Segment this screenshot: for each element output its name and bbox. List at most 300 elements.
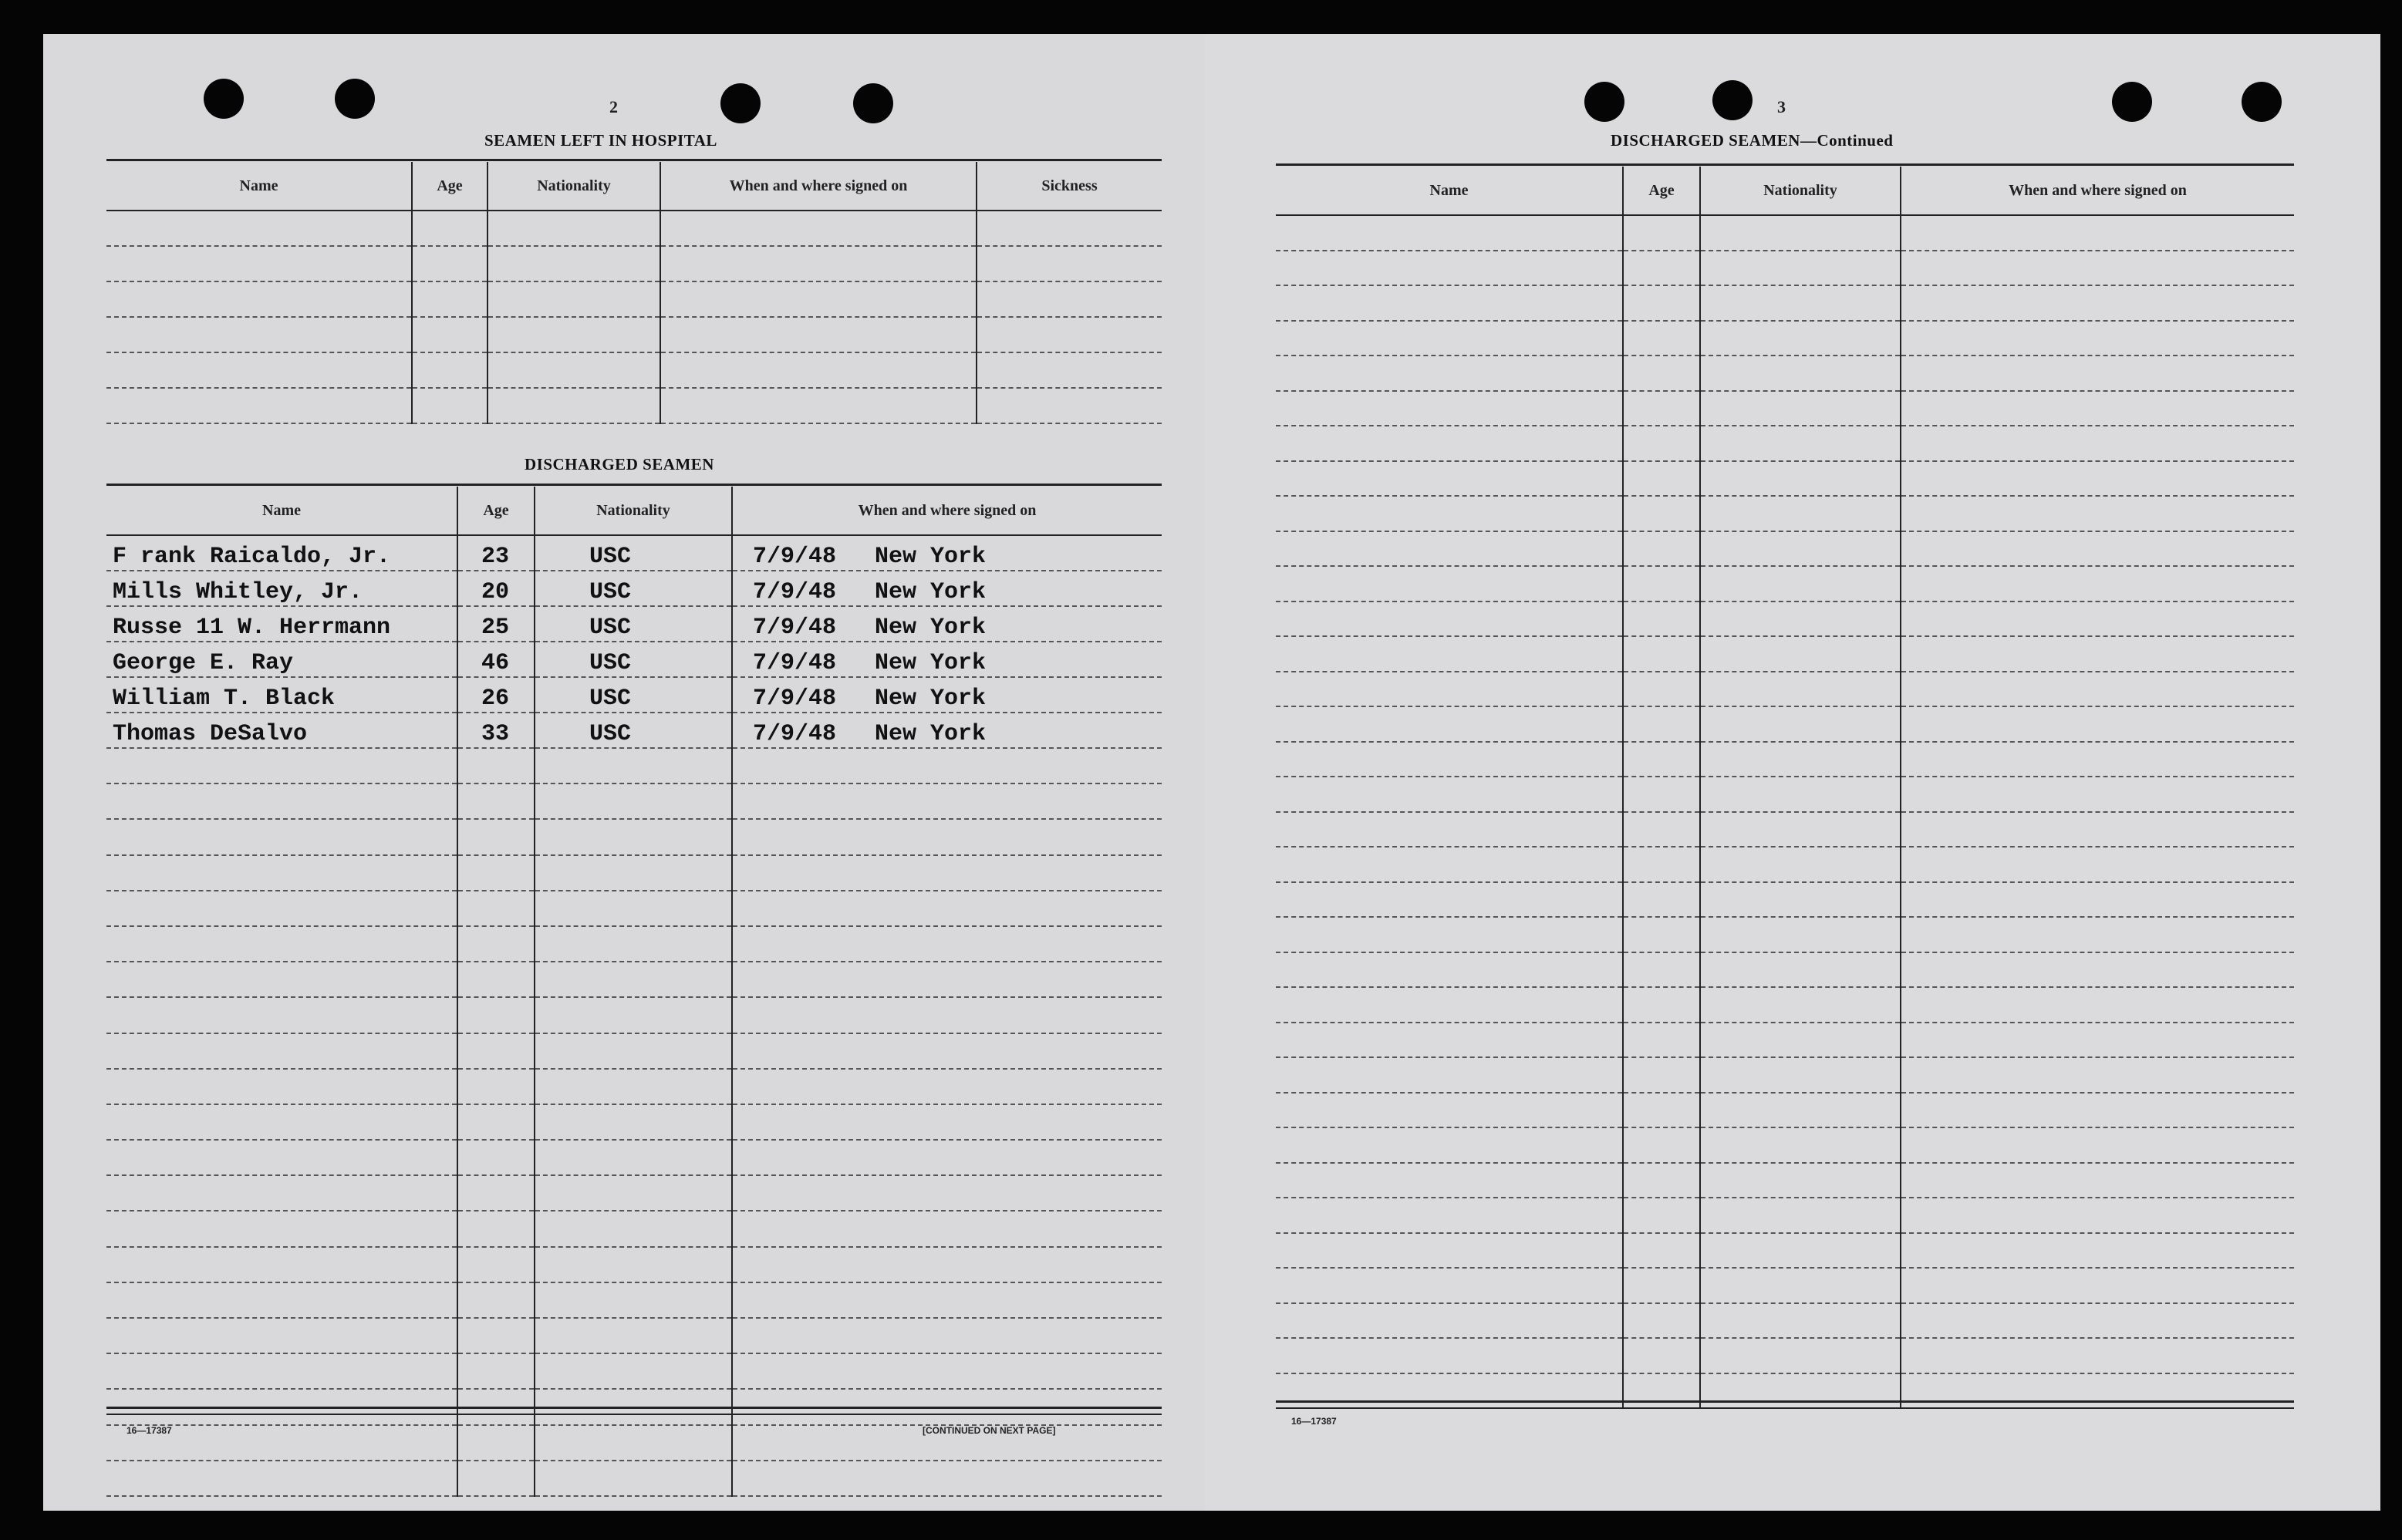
table-cell xyxy=(487,246,660,281)
table-cell xyxy=(1623,566,1700,602)
seaman-age: 33 xyxy=(457,713,535,748)
table-cell xyxy=(1901,426,2294,461)
table-cell xyxy=(106,962,457,997)
table-cell xyxy=(457,1140,535,1175)
table-cell xyxy=(1623,672,1700,707)
signed-on-date xyxy=(732,713,1162,748)
table-cell xyxy=(732,748,1162,783)
table-cell xyxy=(457,1318,535,1353)
table-row xyxy=(106,571,1162,606)
table-cell xyxy=(732,1140,1162,1175)
table-cell xyxy=(1623,461,1700,497)
table-row xyxy=(106,962,1162,997)
table-cell xyxy=(535,1461,732,1496)
table-cell xyxy=(106,783,457,819)
table-cell xyxy=(1276,391,1623,426)
table-cell xyxy=(1623,952,1700,988)
signed-on-date xyxy=(732,606,1162,642)
table-cell xyxy=(106,211,412,246)
table-row xyxy=(1276,882,2294,918)
table-cell xyxy=(457,1033,535,1069)
table-row xyxy=(1276,1023,2294,1058)
table-cell xyxy=(732,1461,1162,1496)
table-cell xyxy=(535,997,732,1033)
table-cell xyxy=(1623,1093,1700,1128)
table-cell xyxy=(1623,1233,1700,1269)
table-cell xyxy=(732,926,1162,962)
table-cell xyxy=(106,1140,457,1175)
discharged-section-title: DISCHARGED SEAMEN xyxy=(525,455,714,473)
table-cell xyxy=(1276,847,1623,882)
table-cell xyxy=(106,926,457,962)
col-header-age: Age xyxy=(1623,167,1700,215)
punch-hole xyxy=(1712,80,1753,120)
seaman-age: 46 xyxy=(457,642,535,677)
table-cell xyxy=(457,1282,535,1318)
col-header-nationality: Nationality xyxy=(1700,167,1901,215)
punch-hole xyxy=(1584,82,1624,122)
table-cell xyxy=(1700,812,1901,848)
table-cell xyxy=(660,281,977,317)
signed-on-place: New York xyxy=(875,615,987,641)
table-cell xyxy=(1901,706,2294,742)
table-row xyxy=(106,1104,1162,1140)
table-cell xyxy=(535,891,732,926)
seaman-nationality: USC xyxy=(535,642,732,677)
table-row xyxy=(1276,285,2294,321)
col-header-nationality: Nationality xyxy=(535,487,732,535)
signed-on-date: 7/9/48 xyxy=(753,721,837,747)
table-cell xyxy=(1623,917,1700,952)
table-cell xyxy=(1623,1127,1700,1163)
table-cell xyxy=(660,211,977,246)
page-number: 2 xyxy=(609,97,618,116)
table-row xyxy=(1276,321,2294,356)
table-row xyxy=(106,642,1162,677)
table-cell xyxy=(1276,566,1623,602)
signed-on-date xyxy=(732,571,1162,606)
table-row xyxy=(1276,1163,2294,1198)
table-cell xyxy=(1623,1338,1700,1373)
table-cell xyxy=(106,1104,457,1140)
table-cell xyxy=(732,783,1162,819)
table-cell xyxy=(732,1175,1162,1211)
bottom-rule xyxy=(1276,1400,2294,1409)
signed-on-date: 7/9/48 xyxy=(753,615,837,641)
table-cell xyxy=(1901,882,2294,918)
seaman-name: Russe 11 W. Herrmann xyxy=(106,606,457,642)
table-cell xyxy=(457,926,535,962)
table-row xyxy=(1276,356,2294,391)
table-cell xyxy=(1276,952,1623,988)
table-cell xyxy=(1901,496,2294,531)
table-cell xyxy=(1700,496,1901,531)
table-cell xyxy=(457,891,535,926)
table-cell xyxy=(1700,636,1901,672)
table-cell xyxy=(1700,1163,1901,1198)
table-cell xyxy=(412,281,487,317)
table-cell xyxy=(457,1461,535,1496)
table-cell xyxy=(1276,672,1623,707)
table-cell xyxy=(1276,987,1623,1023)
signed-on-date: 7/9/48 xyxy=(753,686,837,712)
table-cell xyxy=(106,1175,457,1211)
table-cell xyxy=(1901,285,2294,321)
table-cell xyxy=(977,246,1162,281)
table-cell xyxy=(487,352,660,388)
table-cell xyxy=(1276,426,1623,461)
table-cell xyxy=(1276,496,1623,531)
table-cell xyxy=(732,891,1162,926)
table-cell xyxy=(1901,812,2294,848)
table-row xyxy=(1276,1338,2294,1373)
table-cell xyxy=(106,352,412,388)
table-row xyxy=(1276,1057,2294,1093)
table-cell xyxy=(535,783,732,819)
table-cell xyxy=(1623,251,1700,286)
table-cell xyxy=(106,819,457,854)
table-cell xyxy=(412,317,487,352)
form-number: 16—17387 xyxy=(127,1425,172,1436)
table-row xyxy=(1276,251,2294,286)
table-row xyxy=(1276,531,2294,567)
table-cell xyxy=(1276,1057,1623,1093)
table-row xyxy=(1276,847,2294,882)
table-cell xyxy=(535,1104,732,1140)
table-row xyxy=(106,819,1162,854)
col-header-name: Name xyxy=(1276,167,1623,215)
table-cell xyxy=(1700,566,1901,602)
table-cell xyxy=(535,962,732,997)
table-cell xyxy=(1901,847,2294,882)
continued-note: [CONTINUED ON NEXT PAGE] xyxy=(923,1425,1056,1436)
table-cell xyxy=(106,388,412,423)
table-cell xyxy=(412,211,487,246)
table-cell xyxy=(1276,1338,1623,1373)
table-cell xyxy=(977,281,1162,317)
table-cell xyxy=(1276,1303,1623,1339)
table-cell xyxy=(1700,1233,1901,1269)
table-cell xyxy=(732,997,1162,1033)
seaman-name: William T. Black xyxy=(106,677,457,713)
table-cell xyxy=(535,1425,732,1461)
seaman-nationality: USC xyxy=(535,677,732,713)
table-cell xyxy=(106,891,457,926)
seaman-name: F rank Raicaldo, Jr. xyxy=(106,535,457,571)
seaman-nationality: USC xyxy=(535,571,732,606)
table-cell xyxy=(1700,987,1901,1023)
table-row xyxy=(106,1282,1162,1318)
table-cell xyxy=(487,317,660,352)
table-cell xyxy=(106,1247,457,1282)
table-cell xyxy=(1901,777,2294,812)
table-cell xyxy=(1623,1198,1700,1233)
seaman-nationality: USC xyxy=(535,713,732,748)
table-cell xyxy=(1901,251,2294,286)
table-cell xyxy=(457,1175,535,1211)
table-row xyxy=(1276,1093,2294,1128)
table-cell xyxy=(457,1425,535,1461)
table-row xyxy=(106,1140,1162,1175)
table-cell xyxy=(732,962,1162,997)
table-row xyxy=(1276,1127,2294,1163)
table-row xyxy=(106,926,1162,962)
table-cell xyxy=(1700,215,1901,251)
table-cell xyxy=(487,211,660,246)
col-header-age: Age xyxy=(412,162,487,211)
seaman-age: 25 xyxy=(457,606,535,642)
table-cell xyxy=(1700,882,1901,918)
signed-on-date: 7/9/48 xyxy=(753,579,837,605)
table-cell xyxy=(1276,742,1623,777)
table-cell xyxy=(457,748,535,783)
table-cell xyxy=(106,281,412,317)
table-cell xyxy=(1901,1093,2294,1128)
table-cell xyxy=(1276,777,1623,812)
table-cell xyxy=(1276,531,1623,567)
table-cell xyxy=(457,997,535,1033)
table-cell xyxy=(106,246,412,281)
discharged-table xyxy=(106,487,1162,1497)
signed-on-date: 7/9/48 xyxy=(753,544,837,570)
table-cell xyxy=(457,1353,535,1389)
table-cell xyxy=(106,1461,457,1496)
table-cell xyxy=(732,1069,1162,1104)
top-rule xyxy=(1276,163,2294,166)
table-cell xyxy=(1700,1338,1901,1373)
table-row xyxy=(1276,742,2294,777)
table-row xyxy=(106,246,1162,281)
table-row xyxy=(1276,461,2294,497)
table-row xyxy=(1276,1303,2294,1339)
bottom-rule xyxy=(106,1407,1162,1415)
table-cell xyxy=(1276,1163,1623,1198)
table-cell xyxy=(1276,356,1623,391)
table-cell xyxy=(1276,706,1623,742)
table-cell xyxy=(1623,1303,1700,1339)
table-cell xyxy=(1623,285,1700,321)
table-cell xyxy=(1901,566,2294,602)
signed-on-date xyxy=(732,535,1162,571)
table-cell xyxy=(1623,742,1700,777)
table-row xyxy=(106,606,1162,642)
table-cell xyxy=(1901,531,2294,567)
signed-on-place: New York xyxy=(875,544,987,570)
table-cell xyxy=(535,1318,732,1353)
table-cell xyxy=(1276,602,1623,637)
table-cell xyxy=(732,1104,1162,1140)
table-cell xyxy=(1623,882,1700,918)
table-row xyxy=(1276,566,2294,602)
table-cell xyxy=(732,855,1162,891)
table-cell xyxy=(1700,321,1901,356)
table-cell xyxy=(732,1033,1162,1069)
table-cell xyxy=(1623,812,1700,848)
col-header-sickness: Sickness xyxy=(977,162,1162,211)
table-cell xyxy=(732,1247,1162,1282)
table-cell xyxy=(1700,917,1901,952)
col-header-signed-on: When and where signed on xyxy=(732,487,1162,535)
table-cell xyxy=(1623,602,1700,637)
table-row xyxy=(106,352,1162,388)
signed-on-place: New York xyxy=(875,650,987,676)
table-cell xyxy=(1901,215,2294,251)
table-cell xyxy=(977,211,1162,246)
right-page xyxy=(1205,34,2380,1511)
table-cell xyxy=(1623,215,1700,251)
table-cell xyxy=(535,1140,732,1175)
hospital-section-title: SEAMEN LEFT IN HOSPITAL xyxy=(484,131,717,150)
table-cell xyxy=(1700,461,1901,497)
table-cell xyxy=(1276,461,1623,497)
table-cell xyxy=(1276,1268,1623,1303)
table-row xyxy=(1276,391,2294,426)
table-cell xyxy=(1901,1127,2294,1163)
table-cell xyxy=(1901,1198,2294,1233)
signed-on-place: New York xyxy=(875,721,987,747)
table-cell xyxy=(535,1175,732,1211)
table-cell xyxy=(535,855,732,891)
table-cell xyxy=(1276,1233,1623,1269)
table-cell xyxy=(106,1282,457,1318)
table-cell xyxy=(1276,1023,1623,1058)
table-cell xyxy=(1901,1163,2294,1198)
table-row xyxy=(1276,602,2294,637)
table-cell xyxy=(535,1247,732,1282)
table-cell xyxy=(1700,531,1901,567)
seaman-age: 23 xyxy=(457,535,535,571)
col-header-age: Age xyxy=(457,487,535,535)
table-row xyxy=(1276,812,2294,848)
table-cell xyxy=(1276,285,1623,321)
table-cell xyxy=(1276,812,1623,848)
table-row xyxy=(106,997,1162,1033)
table-row xyxy=(106,211,1162,246)
table-cell xyxy=(535,748,732,783)
table-cell xyxy=(1623,391,1700,426)
table-cell xyxy=(1623,987,1700,1023)
table-cell xyxy=(1276,1127,1623,1163)
table-cell xyxy=(1901,391,2294,426)
table-row xyxy=(106,1461,1162,1496)
table-row xyxy=(1276,1198,2294,1233)
table-cell xyxy=(1901,321,2294,356)
table-cell xyxy=(1901,461,2294,497)
table-cell xyxy=(535,1069,732,1104)
signed-on-place: New York xyxy=(875,579,987,605)
table-cell xyxy=(457,1247,535,1282)
table-cell xyxy=(1700,1303,1901,1339)
table-cell xyxy=(106,1069,457,1104)
table-cell xyxy=(1700,426,1901,461)
table-cell xyxy=(1700,602,1901,637)
table-row xyxy=(1276,426,2294,461)
table-cell xyxy=(487,281,660,317)
table-row xyxy=(106,677,1162,713)
signed-on-place: New York xyxy=(875,686,987,712)
table-cell xyxy=(1700,952,1901,988)
signed-on-date xyxy=(732,677,1162,713)
table-row xyxy=(106,1211,1162,1246)
table-cell xyxy=(1901,742,2294,777)
table-cell xyxy=(1700,847,1901,882)
seaman-age: 20 xyxy=(457,571,535,606)
table-cell xyxy=(732,1211,1162,1246)
col-header-name: Name xyxy=(106,487,457,535)
left-page xyxy=(43,34,1205,1511)
punch-hole xyxy=(2112,82,2152,122)
seaman-name: Thomas DeSalvo xyxy=(106,713,457,748)
table-cell xyxy=(1700,1057,1901,1093)
table-cell xyxy=(1700,777,1901,812)
punch-hole xyxy=(2242,82,2282,122)
table-cell xyxy=(1623,1057,1700,1093)
table-cell xyxy=(1276,1093,1623,1128)
table-cell xyxy=(106,317,412,352)
punch-hole xyxy=(335,79,375,119)
form-number: 16—17387 xyxy=(1291,1416,1337,1427)
table-cell xyxy=(457,962,535,997)
table-cell xyxy=(1901,636,2294,672)
table-cell xyxy=(1623,706,1700,742)
table-cell xyxy=(1901,952,2294,988)
col-header-signed-on: When and where signed on xyxy=(1901,167,2294,215)
table-cell xyxy=(1700,1093,1901,1128)
table-row xyxy=(106,748,1162,783)
table-cell xyxy=(106,997,457,1033)
table-cell xyxy=(1901,987,2294,1023)
col-header-signed-on: When and where signed on xyxy=(660,162,977,211)
table-row xyxy=(1276,1233,2294,1269)
table-cell xyxy=(977,317,1162,352)
punch-hole xyxy=(720,83,761,123)
table-row xyxy=(1276,987,2294,1023)
page-number: 3 xyxy=(1777,97,1786,116)
table-cell xyxy=(1623,321,1700,356)
table-row xyxy=(1276,917,2294,952)
table-cell xyxy=(106,1033,457,1069)
table-cell xyxy=(977,388,1162,423)
table-cell xyxy=(1901,1338,2294,1373)
table-cell xyxy=(535,926,732,962)
table-cell xyxy=(1700,356,1901,391)
table-cell xyxy=(1276,215,1623,251)
table-row xyxy=(106,535,1162,571)
table-cell xyxy=(1901,356,2294,391)
table-row xyxy=(106,388,1162,423)
table-cell xyxy=(1623,777,1700,812)
table-cell xyxy=(1700,391,1901,426)
table-cell xyxy=(1276,882,1623,918)
table-row xyxy=(1276,672,2294,707)
table-row xyxy=(106,1247,1162,1282)
table-cell xyxy=(1700,285,1901,321)
table-row xyxy=(1276,1268,2294,1303)
table-cell xyxy=(1700,1023,1901,1058)
table-cell xyxy=(1700,706,1901,742)
table-row xyxy=(106,1033,1162,1069)
table-cell xyxy=(1901,672,2294,707)
table-cell xyxy=(1276,1198,1623,1233)
table-row xyxy=(1276,496,2294,531)
table-cell xyxy=(1623,1023,1700,1058)
table-cell xyxy=(732,1318,1162,1353)
table-cell xyxy=(457,855,535,891)
punch-hole xyxy=(853,83,893,123)
col-header-nationality: Nationality xyxy=(487,162,660,211)
table-row xyxy=(106,1069,1162,1104)
table-cell xyxy=(660,352,977,388)
